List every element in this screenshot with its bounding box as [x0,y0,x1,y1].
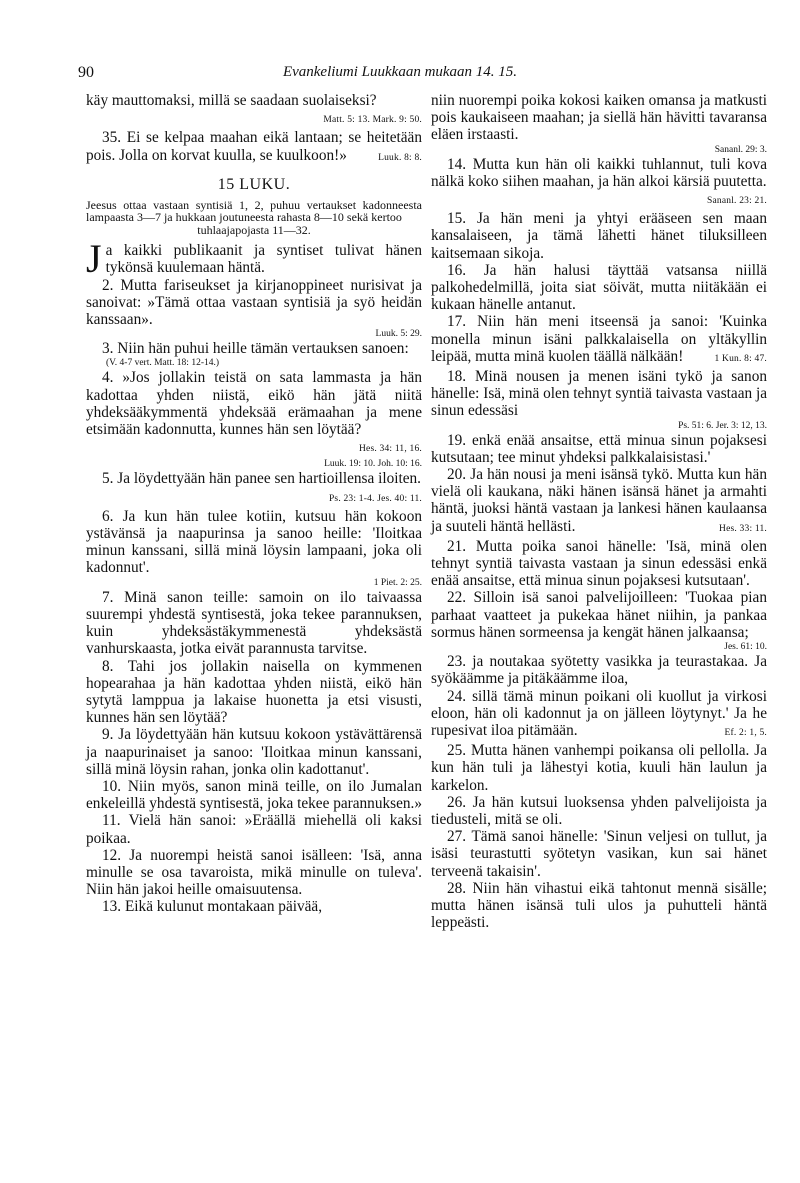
verse-text: 20. Ja hän nousi ja meni isänsä tykö. Mutta kun hän vielä oli kaukana, näki hänen isänsä hänet ja armahti häntä, juoksi häntä vastaan ja lankesi hänen kaulaansa ja suuteli häntä hellästi. Hes. 33: 11. [431,466,767,535]
cross-reference: Ef. 2: 1, 5. [724,727,767,738]
verse-text: 15. Ja hän meni ja yhtyi erääseen sen maan kansalaiseen, ja tämä lähetti hänet tiluksilleen kaitsemaan sikoja. [431,210,767,262]
verse-text: 9. Ja löydettyään hän kutsuu kokoon ystävättärensä ja naapurinaiset ja sanoo: 'Iloitkaa minun kanssani, sillä minä löysin rahan, jonka olin kadottanut'. [86,726,422,778]
cross-reference: 1 Kun. 8: 47. [714,353,767,364]
cross-reference: Matt. 5: 13. Mark. 9: 50. [323,115,422,126]
verse-text: 3. Niin hän puhui heille tämän vertauksen sanoen: [102,340,409,358]
verse-text: 28. Niin hän vihastui eikä tahtonut mennä sisälle; mutta hänen isänsä tuli ulos ja puhutteli häntä leppeästi. [431,879,767,932]
verse-text: 21. Mutta poika sanoi hänelle: 'Isä, minä olen tehnyt syntiä taivasta vastaan ja sinun edessäsi enkä enää ansaitse, että minua sinun pojaksesi kutsutaan'. [431,537,767,590]
verse-text: 4. »Jos jollakin teistä on sata lammasta ja hän kadottaa yhden niistä, eikö hän jätä niitä yhdeksääkymmentä yhdeksää erämaahan ja mene etsimään kadonnutta, kunnes hän sen löytää? Hes. 34: 11, 16. [86,369,422,438]
cross-reference: 1 Piet. 2: 25. [373,577,422,588]
running-head: Evankeliumi Luukkaan mukaan 14. 15. [282,64,518,80]
cross-reference: Sananl. 23: 21. [707,196,767,207]
verse-text: käy mauttomaksi, millä se saadaan suolaiseksi? Matt. 5: 13. Mark. 9: 50. [86,92,422,109]
page-number: 90 [78,64,94,81]
verse-text: 7. Minä sanon teille: samoin on ilo taivaassa suurempi yhdestä syntisestä, joka tekee parannuksen, kuin yhdeksästäkymmenestä yhdeksästä vanhurskaasta, jotka eivät parannusta tarvitse. [86,588,422,658]
cross-reference: Luuk. 19: 10. Joh. 10: 16. [324,459,422,470]
verse-text: 23. ja noutakaa syötetty vasikka ja teurastakaa. Ja syökäämme ja pitäkäämme iloa, [431,653,767,688]
right-column [431,92,767,931]
cross-reference: Sananl. 29: 3. [714,144,767,155]
verse-text: niin nuorempi poika kokosi kaiken omansa ja matkusti pois kaukaiseen maahan; ja siellä hän hävitti tavaransa eläen irstaasti. [431,92,767,144]
verse-text: 22. Silloin isä sanoi palvelijoilleen: 'Tuokaa pian parhaat vaatteet ja pukekaa hänet niihin, ja pankaa sormus hänen sormeensa ja kengät hänen jalkaansa; [431,589,767,641]
cross-reference: Jes. 61: 10. [724,642,767,653]
verse-text: 10. Niin myös, sanon minä teille, on ilo Jumalan enkeleillä yhdestä syntisestä, joka tekee parannuksen.» [86,777,422,813]
chapter-summary: Jeesus ottaa vastaan syntisiä 1, 2, puhuu vertaukset kadonneesta lampaasta 3—7 ja hukkaan joutuneesta rahasta 8—10 sekä kertoo tuhlaajapojasta 11—32. [86,198,422,237]
verse-text: 11. Vielä hän sanoi: »Eräällä miehellä oli kaksi poikaa. [86,812,422,847]
verse-text: 18. Minä nousen ja menen isäni tykö ja sanon hänelle: Isä, minä olen tehnyt syntiä taivasta vastaan ja sinun edessäsi [431,368,767,420]
cross-reference: Luuk. 5: 29. [375,329,422,340]
verse-text: 35. Ei se kelpaa maahan eikä lantaan; se heitetään pois. Jolla on korvat kuulla, se kuulkoon!» Luuk. 8: 8. [86,129,422,163]
verse-text: 2. Mutta fariseukset ja kirjanoppineet nurisivat ja sanoivat: »Tämä ottaa vastaan syntisiä ja syö heidän kanssaan». [86,276,422,329]
cross-reference: Hes. 33: 11. [719,523,767,534]
verse-text: 19. enkä enää ansaitse, että minua sinun pojaksesi kutsutaan; tee minut yhdeksi palkkalaisistasi.' [431,431,767,466]
verse-text: 13. Eikä kulunut montakaan päivää, [102,898,323,916]
chapter-title: 15 LUKU. [217,175,291,193]
cross-reference: Luuk. 8: 8. [378,152,422,163]
left-column [86,92,422,916]
verse-text: 24. sillä tämä minun poikani oli kuollut ja virkosi eloon, hän oli kadonnut ja on jälleen löytynyt.' Ja he rupesivat iloa pitämään. Ef. 2: 1, 5. [431,688,767,740]
verse-text: 14. Mutta kun hän oli kaikki tuhlannut, tuli kova nälkä koko siihen maahan, ja hän alkoi kärsiä puutetta. Sananl. 23: 21. [431,156,767,190]
drop-cap: J [86,236,102,282]
verse-text: 8. Tahi jos jollakin naisella on kymmenen hopearahaa ja hän kadottaa yhden niistä, eikö hän sytytä lamppua ja lakaise huonetta ja etsi visusti, kunnes hän sen löytää? [86,657,422,727]
verse-text: 25. Mutta hänen vanhempi poikansa oli pellolla. Ja kun hän tuli ja lähestyi kotia, kuuli hän laulun ja karkelon. [431,742,767,794]
cross-reference: Ps. 23: 1-4. Jes. 40: 11. [328,493,422,504]
cross-reference: Hes. 34: 11, 16. [358,444,422,455]
verse-text: 12. Ja nuorempi heistä sanoi isälleen: 'Isä, anna minulle se osa tavaroista, mikä minulle on tuleva'. Niin hän jakoi heille omaisuutensa. [86,846,422,899]
verse-text: 16. Ja hän halusi täyttää vatsansa niillä palkohedelmillä, joita siat söivät, mutta niitäkään ei kukaan hänelle antanut. [431,261,767,314]
verse-text: 5. Ja löydettyään hän panee sen hartioillensa iloiten. Ps. 23: 1-4. Jes. 40: 11. [86,470,422,487]
verse-text: Ja kaikki publikaanit ja syntiset tulivat hänen tykönsä kuulemaan häntä. [86,236,422,282]
verse-text: 26. Ja hän kutsui luoksensa yhden palvelijoista ja tiedusteli, mitä se oli. [431,793,767,828]
verse-text: 27. Tämä sanoi hänelle: 'Sinun veljesi on tullut, ja isäsi teurastutti syötetyn vasikan, kun sai hänet terveenä takaisin'. [431,828,767,880]
verse-text: 17. Niin hän meni itseensä ja sanoi: 'Kuinka monella minun isäni palkkalaisella on yltäkyllin leipää, mutta minä kuolen täällä nälkään! 1 Kun. 8: 47. [431,313,767,365]
cross-reference: (V. 4-7 vert. Matt. 18: 12-14.) [106,358,220,369]
verse-text: 6. Ja kun hän tulee kotiin, kutsuu hän kokoon ystävänsä ja naapurinsa ja sanoo heille: 'Iloitkaa minun kanssani, sillä minä löysin lampaani, joka oli kadonnut'. [86,507,422,577]
cross-reference: Ps. 51: 6. Jer. 3: 12, 13. [678,420,767,431]
